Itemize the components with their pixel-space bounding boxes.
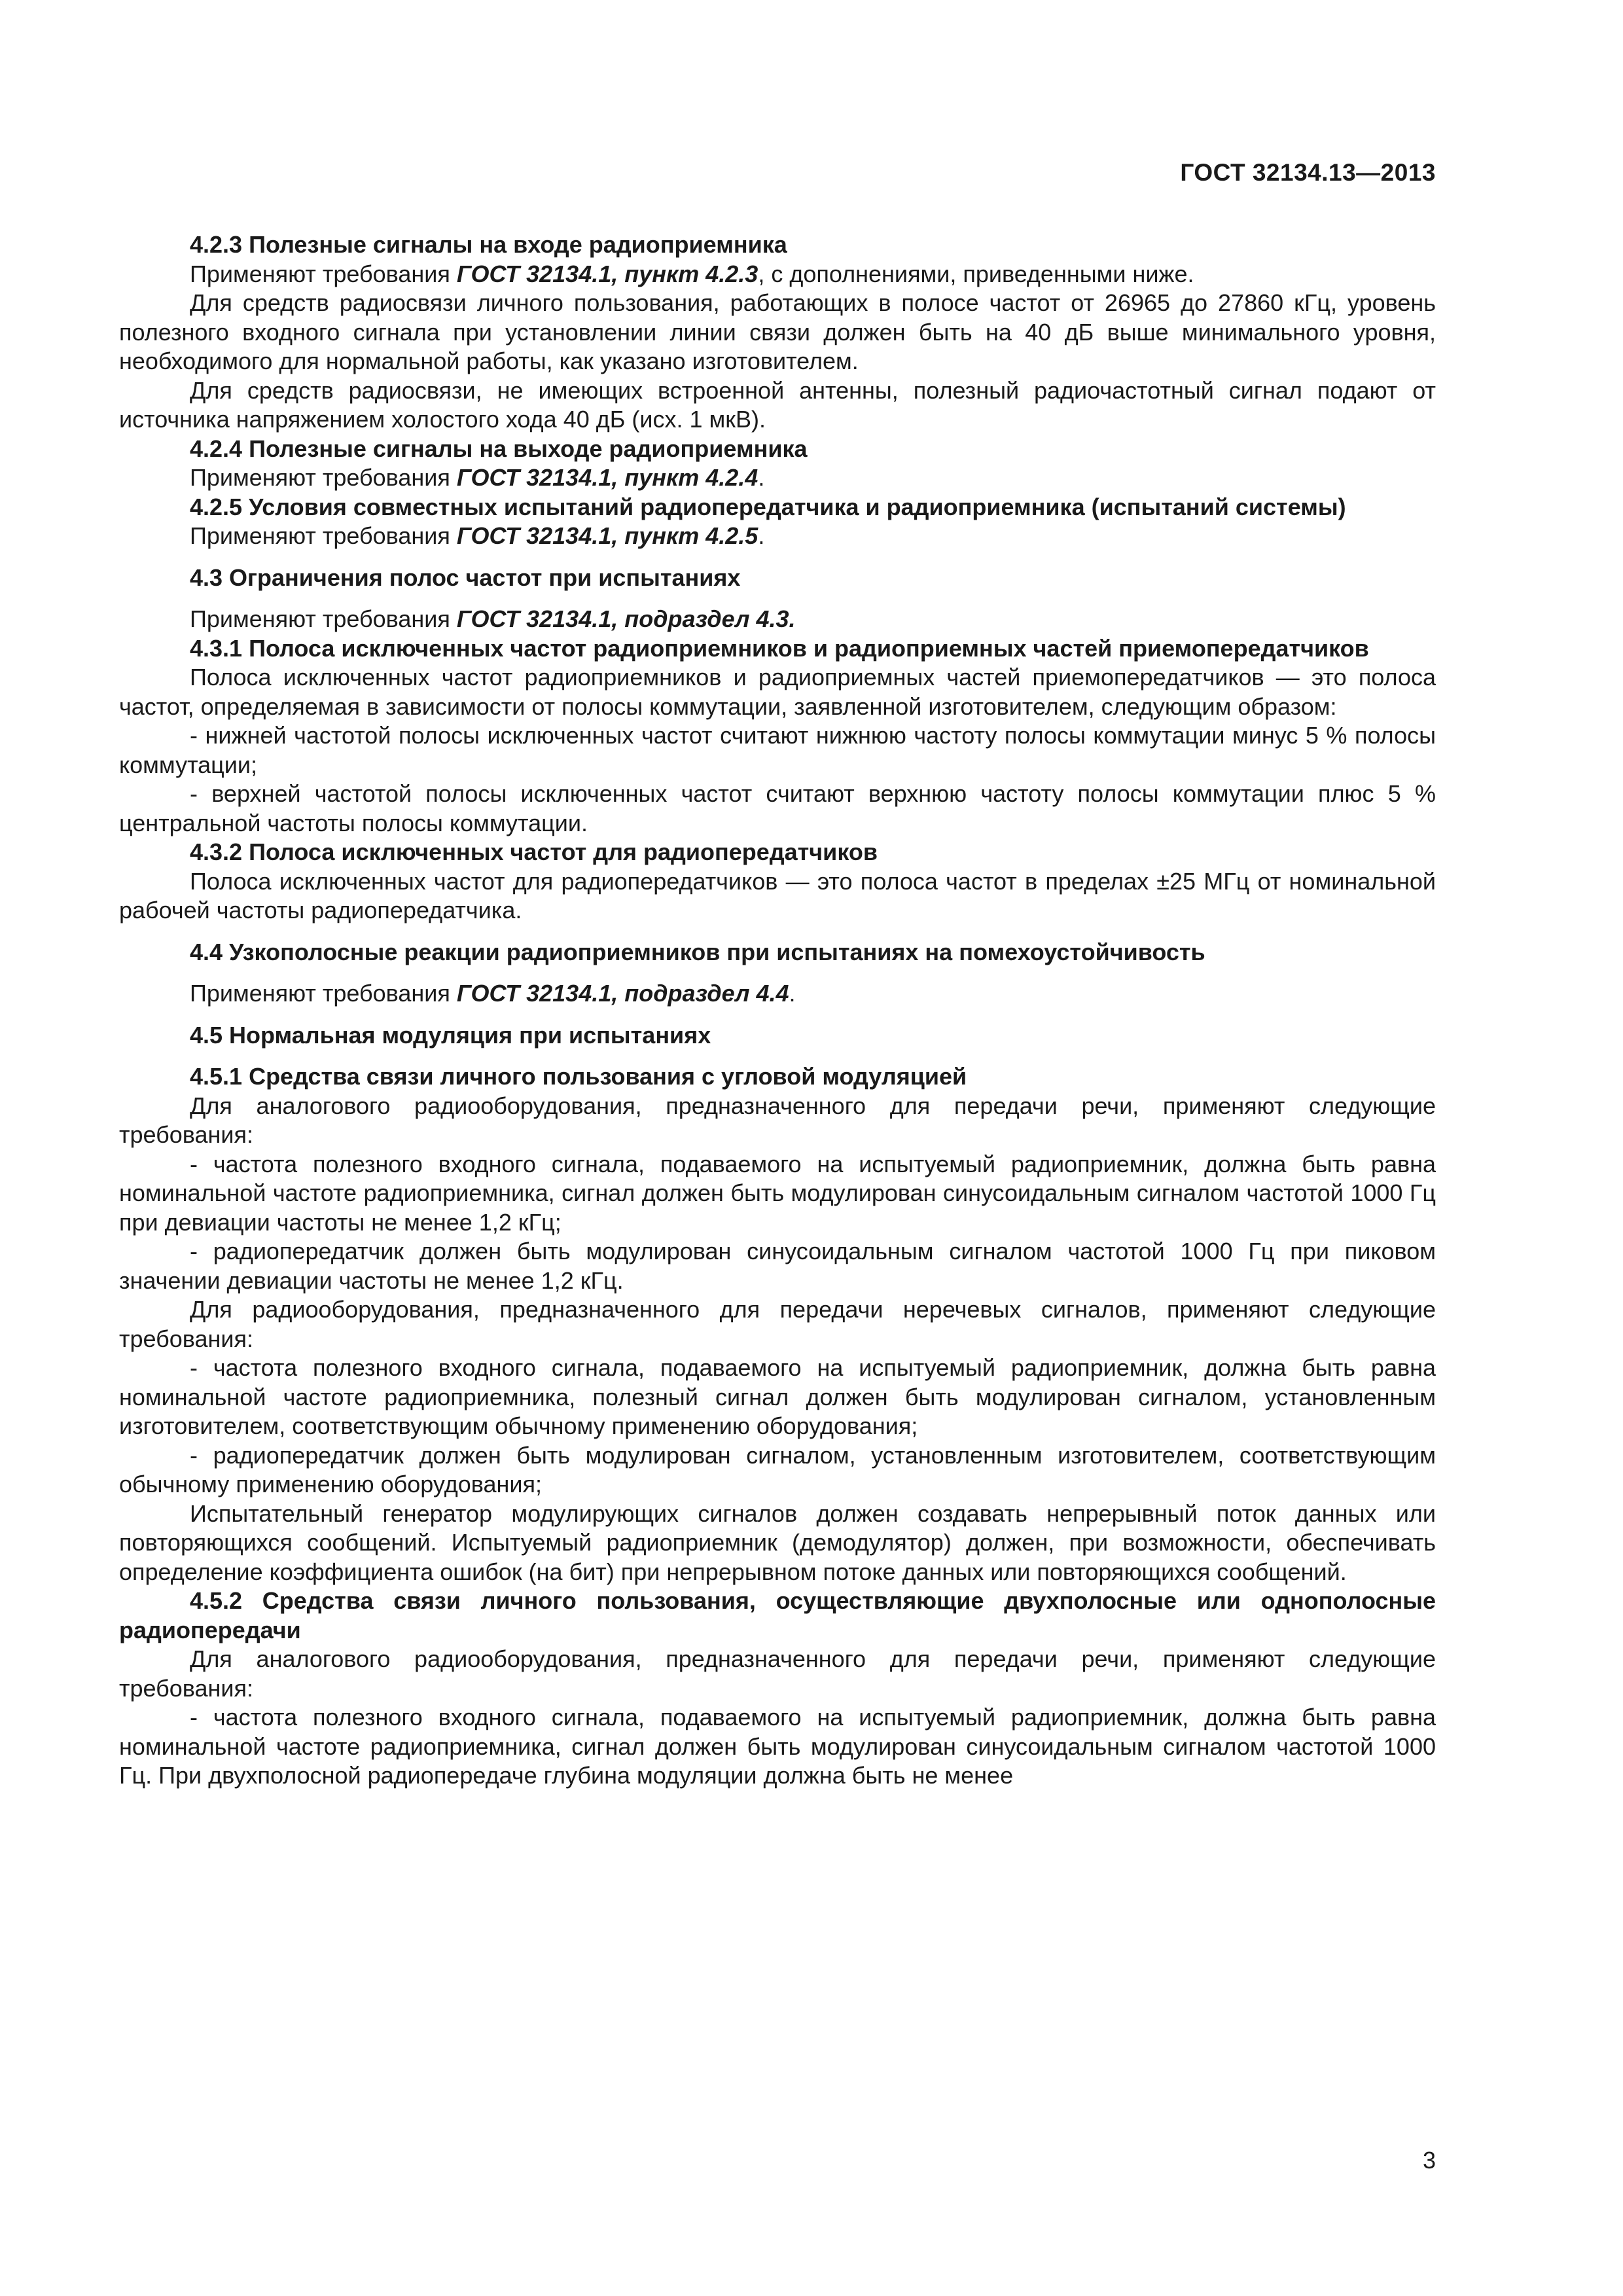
ref-prefix: Применяют требования: [190, 260, 457, 287]
reference-paragraph: [119, 522, 1436, 551]
section-heading: 4.2.3 Полезные сигналы на входе радиоприемника: [190, 231, 787, 258]
body-paragraph: Для средств радиосвязи, не имеющих встроенной антенны, полезный радиочастотный сигнал подают от источника напряжением холостого хода 40 дБ (исх. 1 мкВ).: [119, 376, 1436, 433]
page-number: 3: [1422, 2147, 1436, 2174]
ref-suffix: .: [789, 980, 796, 1007]
body-paragraph: - нижней частотой полосы исключенных частот считают нижнюю частоту полосы коммутации минус 5 % полосы коммутации;: [119, 722, 1436, 778]
reference-paragraph: [119, 260, 1436, 289]
body-paragraph: Испытательный генератор модулирующих сигналов должен создавать непрерывный поток данных или повторяющихся сообщений. Испытуемый радиоприемник (демодулятор) должен, при возможности, обеспечивать определение коэффициента ошибок (на бит) при непрерывном потоке данных или повторяющихся сообщений.: [119, 1499, 1436, 1585]
reference-paragraph: [119, 979, 1436, 1009]
ref-prefix: Применяют требования: [190, 522, 457, 549]
reference-paragraph: [119, 605, 1436, 634]
body-paragraph: Для радиооборудования, предназначенного для передачи неречевых сигналов, применяют следующие требования:: [119, 1296, 1436, 1352]
standard-reference: ГОСТ 32134.1, подраздел 4.4: [456, 980, 789, 1007]
body-paragraph: - радиопередатчик должен быть модулирован сигналом, установленным изготовителем, соответствующим обычному применению оборудования;: [119, 1441, 1436, 1498]
body-paragraph: - частота полезного входного сигнала, подаваемого на испытуемый радиоприемник, должна быть равна номинальной частоте радиоприемника, сигнал должен быть модулирован синусоидальным сигналом частотой 1000 Гц. При двухполосной радиопередаче глубина модуляции должна быть не менее: [119, 1704, 1436, 1789]
section-heading: 4.5 Нормальная модуляция при испытаниях: [190, 1021, 711, 1049]
section-heading: 4.3.1 Полоса исключенных частот радиоприемников и радиоприемных частей приемопередатчиков: [190, 634, 1369, 662]
body-paragraph: - частота полезного входного сигнала, подаваемого на испытуемый радиоприемник, должна быть равна номинальной частоте радиоприемника, полезный сигнал должен быть модулирован сигналом, установленным изготовителем, соответствующим обычному применению оборудования;: [119, 1354, 1436, 1439]
section-heading: 4.5.2 Средства связи личного пользования, осуществляющие двухполосные или однополосные радиопередачи: [119, 1587, 1436, 1643]
document-page: [119, 0, 1436, 2296]
document-header: ГОСТ 32134.13—2013: [1180, 159, 1436, 186]
ref-prefix: Применяют требования: [190, 980, 457, 1007]
standard-reference: ГОСТ 32134.1, пункт 4.2.5: [456, 522, 758, 549]
reference-paragraph: [119, 463, 1436, 493]
section-heading: 4.4 Узкополосные реакции радиоприемников при испытаниях на помехоустойчивость: [190, 938, 1205, 965]
standard-reference: ГОСТ 32134.1, подраздел 4.3.: [456, 605, 796, 632]
ref-suffix: .: [758, 464, 765, 491]
ref-suffix: .: [758, 522, 765, 549]
section-heading: 4.5.1 Средства связи личного пользования с угловой модуляцией: [190, 1063, 967, 1090]
body-paragraph: Полоса исключенных частот для радиопередатчиков — это полоса частот в пределах ±25 МГц от номинальной рабочей частоты радиопередатчика.: [119, 867, 1436, 924]
body-paragraph: - радиопередатчик должен быть модулирован синусоидальным сигналом частотой 1000 Гц при пиковом значении девиации частоты не менее 1,2 кГц.: [119, 1238, 1436, 1294]
standard-reference: ГОСТ 32134.1, пункт 4.2.4: [456, 464, 758, 491]
standard-reference: ГОСТ 32134.1, пункт 4.2.3: [456, 260, 758, 287]
body-paragraph: Для аналогового радиооборудования, предназначенного для передачи речи, применяют следующие требования:: [119, 1092, 1436, 1148]
body-paragraph: Для аналогового радиооборудования, предназначенного для передачи речи, применяют следующие требования:: [119, 1645, 1436, 1702]
body-paragraph: - частота полезного входного сигнала, подаваемого на испытуемый радиоприемник, должна быть равна номинальной частоте радиоприемника, сигнал должен быть модулирован синусоидальным сигналом частотой 1000 Гц при девиации частоты не менее 1,2 кГц;: [119, 1150, 1436, 1236]
section-heading: 4.2.4 Полезные сигналы на выходе радиоприемника: [190, 435, 808, 462]
body-paragraph: Полоса исключенных частот радиоприемников и радиоприемных частей приемопередатчиков — это полоса частот, определяемая в зависимости от полосы коммутации, заявленной изготовителем, следующим образом:: [119, 664, 1436, 720]
section-heading: 4.2.5 Условия совместных испытаний радиопередатчика и радиоприемника (испытаний системы): [190, 493, 1346, 520]
body-paragraph: - верхней частотой полосы исключенных частот считают верхнюю частоту полосы коммутации плюс 5 % центральной частоты полосы коммутации.: [119, 780, 1436, 836]
ref-prefix: Применяют требования: [190, 605, 457, 632]
document-body: [119, 230, 1436, 1791]
ref-prefix: Применяют требования: [190, 464, 457, 491]
section-heading: 4.3.2 Полоса исключенных частот для радиопередатчиков: [190, 838, 878, 865]
ref-suffix: , с дополнениями, приведенными ниже.: [758, 260, 1194, 287]
body-paragraph: Для средств радиосвязи личного пользования, работающих в полосе частот от 26965 до 27860 кГц, уровень полезного входного сигнала при установлении линии связи должен быть на 40 дБ выше минимального уровня, необходимого для нормальной работы, как указано изготовителем.: [119, 289, 1436, 374]
section-heading: 4.3 Ограничения полос частот при испытаниях: [190, 564, 741, 591]
